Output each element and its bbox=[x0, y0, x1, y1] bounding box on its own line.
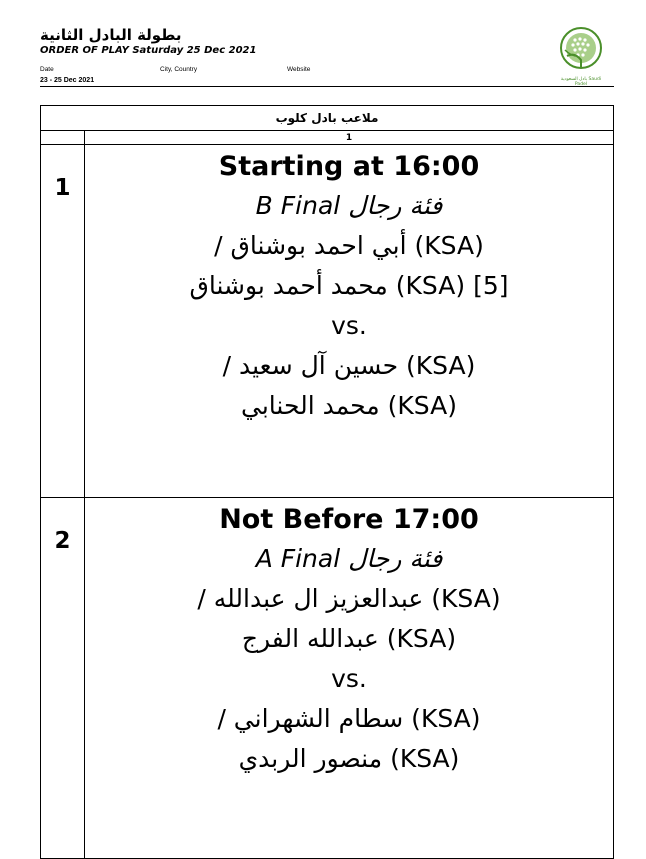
match-row bbox=[41, 498, 614, 859]
match-time: Not Before 17:00 bbox=[219, 504, 479, 535]
row-header-blank bbox=[41, 131, 85, 145]
team-b-player-1: (KSA) حسين آل سعيد / bbox=[222, 351, 476, 380]
versus-label: vs. bbox=[331, 311, 367, 340]
court-column-number: 1 bbox=[85, 131, 614, 145]
team-a-player-1: (KSA) أبي احمد بوشناق / bbox=[214, 231, 484, 260]
header bbox=[0, 0, 646, 100]
match-number: 2 bbox=[41, 498, 85, 859]
match-category: فئة رجال B Final bbox=[255, 191, 443, 220]
team-a-player-2: [5] (KSA) محمد أحمد بوشناق bbox=[189, 271, 509, 300]
team-a-player-1: (KSA) عبدالعزيز ال عبدالله / bbox=[197, 584, 501, 613]
date-value: 23 - 25 Dec 2021 bbox=[40, 77, 95, 84]
team-b-player-2: (KSA) محمد الحنابي bbox=[240, 391, 458, 420]
team-b-player-1: (KSA) سطام الشهراني / bbox=[217, 704, 481, 733]
match-cell bbox=[85, 498, 614, 859]
match-cell bbox=[85, 145, 614, 498]
match-time: Starting at 16:00 bbox=[218, 151, 480, 182]
date-label: Date bbox=[40, 66, 54, 73]
match-row bbox=[41, 145, 614, 498]
team-b-player-2: (KSA) منصور الربدي bbox=[238, 744, 460, 773]
versus-label: vs. bbox=[331, 664, 367, 693]
team-a-player-2: (KSA) عبدالله الفرج bbox=[241, 624, 457, 653]
court-name: ملاعب بادل كلوب bbox=[41, 106, 614, 131]
order-of-play-table bbox=[40, 105, 614, 859]
order-of-play-subtitle: ORDER OF PLAY Saturday 25 Dec 2021 bbox=[40, 45, 257, 56]
location-label: City, Country bbox=[160, 66, 198, 73]
logo-text: بادل السعودية Saudi Padel bbox=[560, 77, 602, 87]
website-label: Website bbox=[287, 66, 311, 73]
match-number: 1 bbox=[41, 145, 85, 498]
header-divider bbox=[40, 86, 614, 87]
tournament-title: بطولة البادل الثانية bbox=[40, 26, 182, 44]
match-category: فئة رجال A Final bbox=[255, 544, 443, 573]
